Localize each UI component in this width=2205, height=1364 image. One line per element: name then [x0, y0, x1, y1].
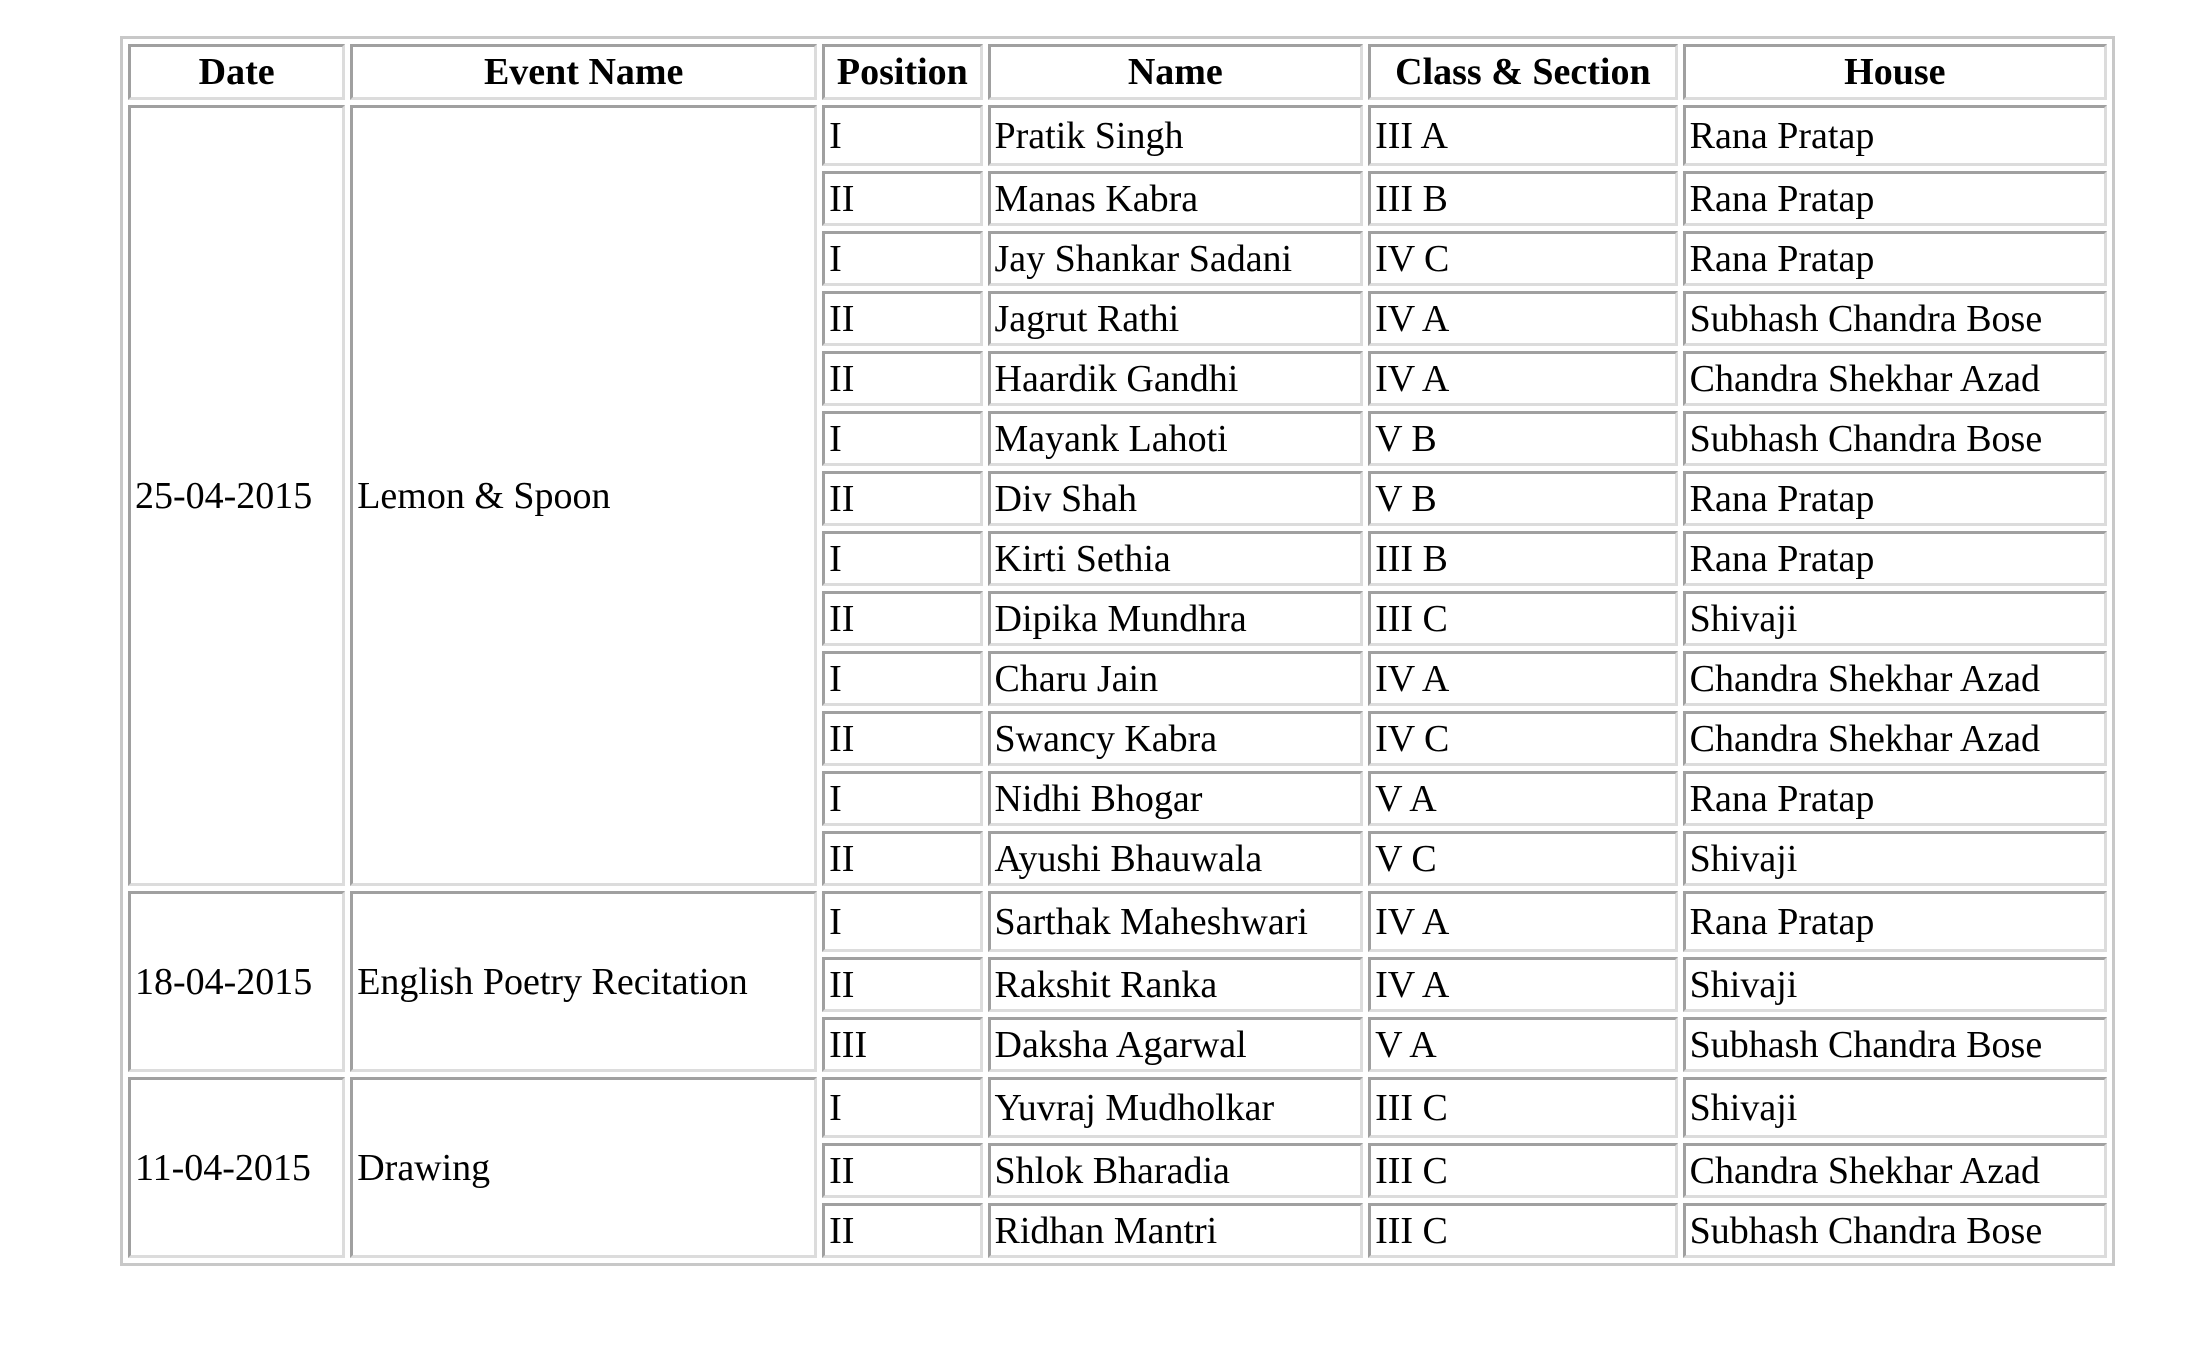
- cell-position: I: [822, 411, 982, 466]
- cell-name: Ridhan Mantri: [988, 1203, 1364, 1258]
- cell-class-section: V B: [1368, 471, 1678, 526]
- cell-name: Daksha Agarwal: [988, 1017, 1364, 1072]
- cell-name: Yuvraj Mudholkar: [988, 1077, 1364, 1138]
- cell-name: Swancy Kabra: [988, 711, 1364, 766]
- cell-event-name: Drawing: [350, 1077, 817, 1258]
- cell-class-section: III C: [1368, 1077, 1678, 1138]
- cell-position: II: [822, 591, 982, 646]
- cell-class-section: III B: [1368, 171, 1678, 226]
- cell-class-section: III C: [1368, 1203, 1678, 1258]
- header-class-section: Class & Section: [1368, 44, 1678, 100]
- cell-class-section: IV A: [1368, 891, 1678, 952]
- header-name: Name: [988, 44, 1364, 100]
- cell-event-name: English Poetry Recitation: [350, 891, 817, 1072]
- cell-name: Charu Jain: [988, 651, 1364, 706]
- cell-class-section: V C: [1368, 831, 1678, 886]
- cell-class-section: III A: [1368, 105, 1678, 166]
- cell-house: Shivaji: [1683, 957, 2107, 1012]
- cell-position: II: [822, 351, 982, 406]
- cell-position: II: [822, 711, 982, 766]
- cell-house: Chandra Shekhar Azad: [1683, 651, 2107, 706]
- cell-position: I: [822, 531, 982, 586]
- cell-position: II: [822, 957, 982, 1012]
- cell-house: Chandra Shekhar Azad: [1683, 1143, 2107, 1198]
- cell-name: Ayushi Bhauwala: [988, 831, 1364, 886]
- cell-name: Div Shah: [988, 471, 1364, 526]
- cell-house: Rana Pratap: [1683, 471, 2107, 526]
- cell-class-section: IV A: [1368, 351, 1678, 406]
- cell-class-section: IV A: [1368, 651, 1678, 706]
- cell-house: Rana Pratap: [1683, 231, 2107, 286]
- cell-house: Subhash Chandra Bose: [1683, 411, 2107, 466]
- cell-class-section: IV C: [1368, 231, 1678, 286]
- cell-class-section: III B: [1368, 531, 1678, 586]
- cell-house: Chandra Shekhar Azad: [1683, 351, 2107, 406]
- cell-name: Manas Kabra: [988, 171, 1364, 226]
- cell-house: Subhash Chandra Bose: [1683, 1203, 2107, 1258]
- cell-house: Rana Pratap: [1683, 771, 2107, 826]
- cell-date: 25-04-2015: [128, 105, 345, 886]
- cell-date: 11-04-2015: [128, 1077, 345, 1258]
- cell-name: Sarthak Maheshwari: [988, 891, 1364, 952]
- cell-house: Rana Pratap: [1683, 531, 2107, 586]
- cell-position: I: [822, 1077, 982, 1138]
- cell-class-section: III C: [1368, 591, 1678, 646]
- cell-name: Dipika Mundhra: [988, 591, 1364, 646]
- header-date: Date: [128, 44, 345, 100]
- cell-class-section: V A: [1368, 771, 1678, 826]
- cell-class-section: V B: [1368, 411, 1678, 466]
- cell-position: II: [822, 171, 982, 226]
- cell-position: III: [822, 1017, 982, 1072]
- cell-name: Kirti Sethia: [988, 531, 1364, 586]
- cell-house: Shivaji: [1683, 1077, 2107, 1138]
- cell-name: Nidhi Bhogar: [988, 771, 1364, 826]
- cell-house: Rana Pratap: [1683, 171, 2107, 226]
- header-event-name: Event Name: [350, 44, 817, 100]
- header-house: House: [1683, 44, 2107, 100]
- cell-position: II: [822, 471, 982, 526]
- table-body: [128, 105, 2107, 1258]
- cell-house: Shivaji: [1683, 591, 2107, 646]
- cell-class-section: IV C: [1368, 711, 1678, 766]
- cell-event-name: Lemon & Spoon: [350, 105, 817, 886]
- cell-house: Subhash Chandra Bose: [1683, 1017, 2107, 1072]
- cell-house: Shivaji: [1683, 831, 2107, 886]
- cell-position: II: [822, 291, 982, 346]
- cell-class-section: IV A: [1368, 957, 1678, 1012]
- table-row: [128, 891, 2107, 952]
- cell-class-section: IV A: [1368, 291, 1678, 346]
- header-row: [128, 44, 2107, 100]
- cell-name: Jagrut Rathi: [988, 291, 1364, 346]
- cell-name: Haardik Gandhi: [988, 351, 1364, 406]
- cell-class-section: III C: [1368, 1143, 1678, 1198]
- cell-house: Chandra Shekhar Azad: [1683, 711, 2107, 766]
- cell-class-section: V A: [1368, 1017, 1678, 1072]
- cell-name: Mayank Lahoti: [988, 411, 1364, 466]
- cell-position: I: [822, 651, 982, 706]
- results-table: [120, 36, 2115, 1266]
- cell-name: Jay Shankar Sadani: [988, 231, 1364, 286]
- cell-name: Pratik Singh: [988, 105, 1364, 166]
- table-row: [128, 105, 2107, 166]
- table-row: [128, 1077, 2107, 1138]
- table-header: [128, 44, 2107, 100]
- cell-position: I: [822, 105, 982, 166]
- cell-position: I: [822, 891, 982, 952]
- cell-date: 18-04-2015: [128, 891, 345, 1072]
- cell-position: I: [822, 771, 982, 826]
- cell-position: II: [822, 1203, 982, 1258]
- cell-position: I: [822, 231, 982, 286]
- cell-name: Shlok Bharadia: [988, 1143, 1364, 1198]
- cell-position: II: [822, 831, 982, 886]
- cell-house: Rana Pratap: [1683, 105, 2107, 166]
- cell-position: II: [822, 1143, 982, 1198]
- cell-name: Rakshit Ranka: [988, 957, 1364, 1012]
- header-position: Position: [822, 44, 982, 100]
- cell-house: Subhash Chandra Bose: [1683, 291, 2107, 346]
- cell-house: Rana Pratap: [1683, 891, 2107, 952]
